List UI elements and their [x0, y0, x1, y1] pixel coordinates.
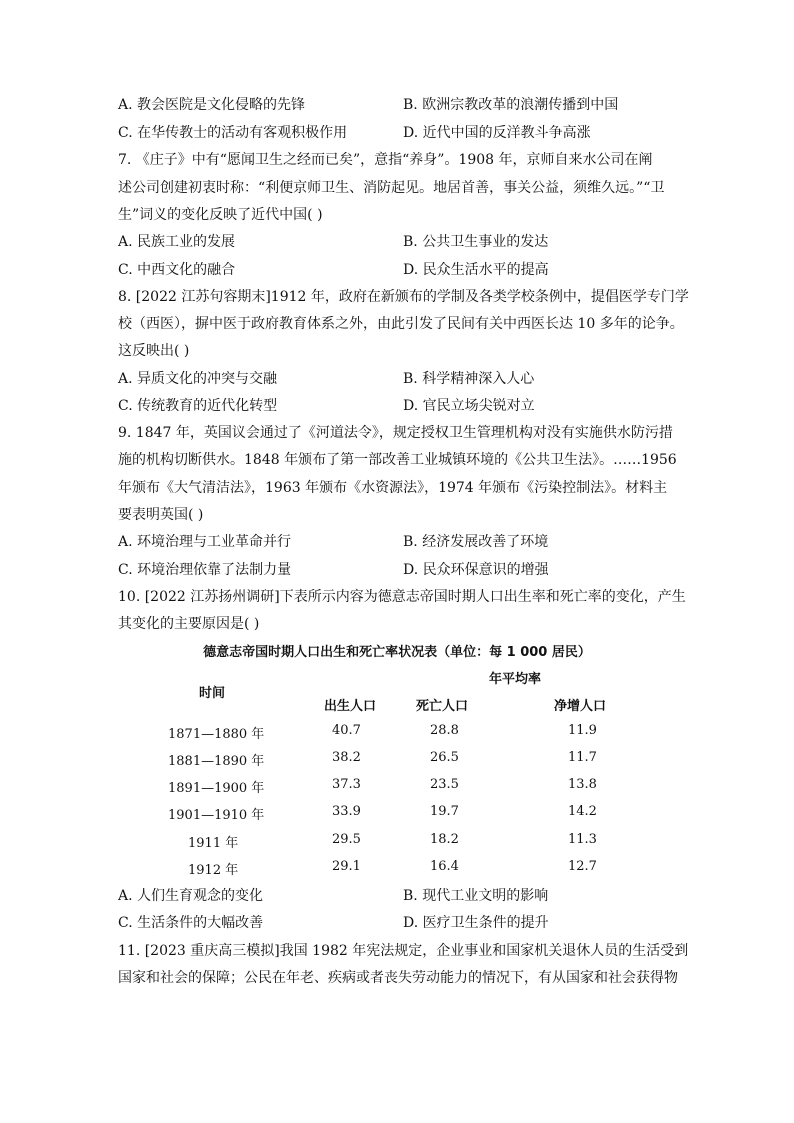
q9-options-row-2 — [118, 559, 678, 581]
q6-options-row-2 — [118, 122, 678, 144]
q8-stem-line-2: 校（西医），摒中医于政府教育体系之外，由此引发了民间有关中西医长达 10 多年的论争。 — [118, 316, 684, 332]
q10-options-row-1 — [118, 885, 678, 907]
q8-option-d: D. 官民立场尖锐对立 — [403, 398, 535, 414]
q11-stem-line-1: 11. [2023 重庆高三模拟]我国 1982 年宪法规定，企业事业和国家机关退休人员的生活受到 — [118, 943, 689, 959]
table-cell-net: 11.9 — [568, 723, 597, 738]
table-cell-birth: 38.2 — [332, 750, 361, 765]
q6-option-a: A. 教会医院是文化侵略的先锋 — [118, 97, 306, 113]
q7-option-c: C. 中西文化的融合 — [118, 262, 236, 278]
table-cell-birth: 40.7 — [332, 723, 361, 738]
q9-stem-line-4: 要表明英国( ) — [118, 507, 204, 523]
table-cell-death: 19.7 — [430, 804, 459, 819]
q7-stem-line-2: 述公司创建初衷时称：“利便京师卫生、消防起见。地居首善，事关公益，须维久远。”“卫 — [118, 180, 665, 196]
table-cell-time: 1901—1910 年 — [168, 808, 265, 823]
q10-option-b: B. 现代工业文明的影响 — [403, 888, 549, 904]
table-header-death: 死亡人口 — [416, 699, 469, 714]
q8-option-a: A. 异质文化的冲突与交融 — [118, 371, 278, 387]
table-cell-net: 13.8 — [568, 777, 597, 792]
table-cell-birth: 29.1 — [332, 859, 361, 874]
table-header-time: 时间 — [199, 686, 226, 701]
table-cell-death: 28.8 — [430, 723, 459, 738]
q8-option-c: C. 传统教育的近代化转型 — [118, 398, 278, 414]
q9-stem-line-1: 9. 1847 年，英国议会通过了《河道法令》，规定授权卫生管理机构对没有实施供水防污措 — [118, 425, 673, 441]
table-cell-birth: 33.9 — [332, 804, 361, 819]
table-header-birth: 出生人口 — [324, 699, 377, 714]
q10-options-row-2 — [118, 912, 678, 934]
q8-stem-line-3: 这反映出( ) — [118, 343, 190, 359]
population-table-title: 德意志帝国时期人口出生和死亡率状况表（单位：每 1 000 居民） — [203, 645, 591, 660]
q7-options-row-1 — [118, 231, 678, 253]
q10-stem-line-1: 10. [2022 江苏扬州调研]下表所示内容为德意志帝国时期人口出生率和死亡率的变化，产生 — [118, 589, 686, 605]
table-cell-death: 26.5 — [430, 750, 459, 765]
q9-options-row-1 — [118, 531, 678, 553]
table-cell-death: 18.2 — [430, 832, 459, 847]
q9-option-c: C. 环境治理依靠了法制力量 — [118, 562, 292, 578]
table-cell-net: 11.3 — [568, 832, 597, 847]
table-cell-net: 11.7 — [568, 750, 597, 765]
q11-stem-line-2: 国家和社会的保障；公民在年老、疾病或者丧失劳动能力的情况下，有从国家和社会获得物 — [118, 970, 678, 986]
table-cell-time: 1911 年 — [188, 836, 239, 851]
table-cell-net: 12.7 — [568, 859, 597, 874]
q8-stem-line-1: 8. [2022 江苏句容期末]1912 年，政府在新颁布的学制及各类学校条例中，提倡医学专门学 — [118, 289, 689, 305]
table-cell-death: 23.5 — [430, 777, 459, 792]
q10-option-a: A. 人们生育观念的变化 — [118, 888, 264, 904]
q7-option-b: B. 公共卫生事业的发达 — [403, 234, 549, 250]
table-cell-time: 1881—1890 年 — [168, 754, 265, 769]
q9-option-b: B. 经济发展改善了环境 — [403, 534, 549, 550]
q9-option-d: D. 民众环保意识的增强 — [403, 562, 549, 578]
table-cell-death: 16.4 — [430, 859, 459, 874]
table-header-net: 净增人口 — [554, 699, 607, 714]
q7-option-a: A. 民族工业的发展 — [118, 234, 236, 250]
table-cell-net: 14.2 — [568, 804, 597, 819]
table-cell-time: 1891—1900 年 — [168, 781, 265, 796]
q10-option-d: D. 医疗卫生条件的提升 — [403, 915, 549, 931]
q6-option-d: D. 近代中国的反洋教斗争高涨 — [403, 125, 591, 141]
table-header-annual-average: 年平均率 — [489, 672, 542, 687]
q7-stem-line-1: 7. 《庄子》中有“愿闻卫生之经而已矣”，意指“养身”。1908 年，京师自来水公司在阐 — [118, 152, 653, 168]
q7-options-row-2 — [118, 259, 678, 281]
q8-options-row-1 — [118, 368, 678, 390]
table-cell-time: 1871—1880 年 — [168, 727, 265, 742]
q10-stem-line-2: 其变化的主要原因是( ) — [118, 616, 260, 632]
q7-option-d: D. 民众生活水平的提高 — [403, 262, 549, 278]
table-cell-birth: 37.3 — [332, 777, 361, 792]
q8-options-row-2 — [118, 395, 678, 417]
q9-stem-line-3: 年颁布《大气清洁法》，1963 年颁布《水资源法》，1974 年颁布《污染控制法》。材料主 — [118, 480, 668, 496]
q10-option-c: C. 生活条件的大幅改善 — [118, 915, 264, 931]
q7-stem-line-3: 生”词义的变化反映了近代中国( ) — [118, 207, 323, 223]
q6-options-row-1 — [118, 94, 678, 116]
q6-option-c: C. 在华传教士的活动有客观积极作用 — [118, 125, 348, 141]
table-cell-time: 1912 年 — [188, 863, 239, 878]
q6-option-b: B. 欧洲宗教改革的浪潮传播到中国 — [403, 97, 619, 113]
q8-option-b: B. 科学精神深入人心 — [403, 371, 535, 387]
q9-option-a: A. 环境治理与工业革命并行 — [118, 534, 292, 550]
q9-stem-line-2: 施的机构切断供水。1848 年颁布了第一部改善工业城镇环境的《公共卫生法》。……1956 — [118, 452, 677, 468]
table-cell-birth: 29.5 — [332, 832, 361, 847]
